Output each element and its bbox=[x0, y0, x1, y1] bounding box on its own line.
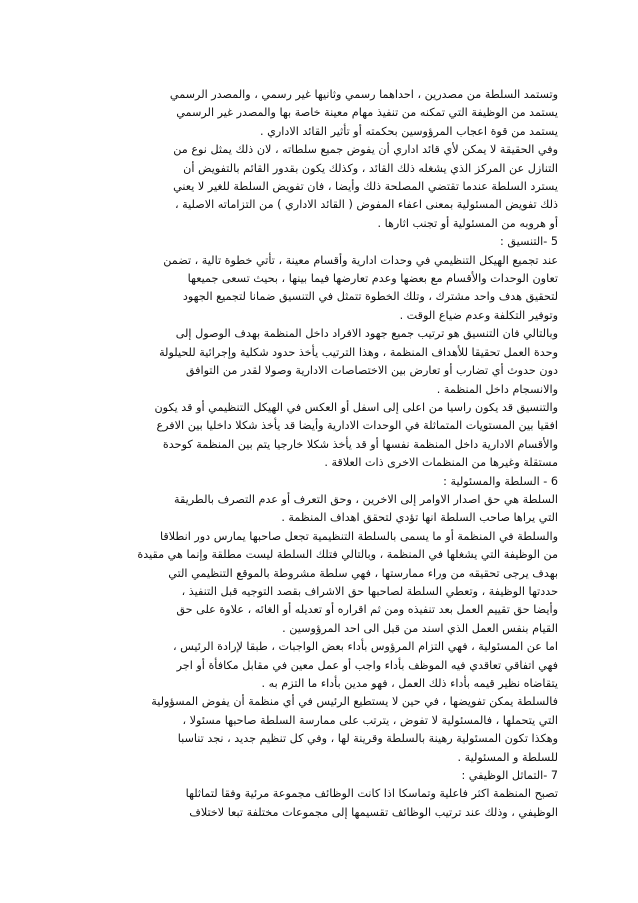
text-line: مستقلة وغيرها من المنظمات الاخرى ذات العلاقة . bbox=[324, 456, 558, 470]
text-line: تصبح المنظمة اكثر فاعلية وتماسكا اذا كانت الوظائف مجموعة مرئية وفقا لتماثلها bbox=[185, 787, 558, 801]
text-line: عند تجميع الهيكل التنظيمي في وحدات ادارية وأقسام معينة ، تأتي خطوة تالية ، تضمن bbox=[163, 253, 558, 267]
text-line: وتستمد السلطة من مصدرين ، احداهما رسمي وثانيها غير رسمي ، والمصدر الرسمي bbox=[169, 88, 558, 101]
text-line: يستمد من قوة اعجاب المرؤوسين بحكمته أو تأثير القائد الاداري . bbox=[260, 124, 558, 138]
text-line: الوظيفي ، وذلك عند ترتيب الوظائف تقسيمها إلى مجموعات مختلفة تبعا لاختلاف bbox=[189, 805, 558, 819]
text-line: وأيضا حق تقييم العمل بعد تنفيذه ومن ثم اقراره أو تعديله أو الغائه ، علاوة على حق bbox=[176, 603, 558, 617]
text-line: وحدة العمل تحقيقا للأهداف المنظمة ، وهذا الترتيب يأخذ حدود شكلية وإجرائية للحيلولة bbox=[159, 345, 558, 359]
text-line: اما عن المسئولية ، فهي التزام المرؤوس بأداء بعض الواجبات ، طبقا لإرادة الرئيس ، bbox=[172, 640, 558, 654]
text-line: بهدف يرجى تحقيقه من وراء ممارستها ، فهي سلطة مشروطة بالموقع التنظيمي التي bbox=[168, 566, 558, 580]
text-line: وهكذا تكون المسئولية رهينة بالسلطة وقرينة لها ، وفي كل تنظيم جديد ، نجد تناسبا bbox=[177, 732, 558, 746]
text-line: فهي اتفاقي تعاقدي فيه الموظف بأداء واجب أو عمل معين في مقابل مكافأة أو اجر bbox=[176, 658, 558, 672]
text-line: يسترد السلطة عندما تقتضي المصلحة ذلك وأيضا ، فان تفويض السلطة للغير لا يعني bbox=[173, 180, 558, 194]
text-line: وتوفير التكلفة وعدم ضياع الوقت . bbox=[399, 308, 558, 322]
text-line: والتنسيق قد يكون راسيا من اعلى إلى اسفل أو العكس في الهيكل التنظيمي أو قد يكون bbox=[154, 400, 558, 414]
text-line: أو هروبه من المسئولية أو تجنب اثارها . bbox=[377, 216, 558, 230]
text-line: وفي الحقيقة لا يمكن لأي قائد اداري أن يفوض جميع سلطاته ، لان ذلك يمثل نوع من bbox=[173, 143, 558, 157]
text-line: التي يراها صاحب السلطة انها تؤدي لتحقق اهداف المنظمة . bbox=[281, 511, 558, 525]
text-line: افقيا بين المستويات المتماثلة في الوحدات الادارية وأيضا قد يأخذ شكلا داخليا بين الافرع bbox=[156, 419, 558, 433]
text-line: يتقاضاه نظير قيمه بأداء ذلك العمل ، فهو مدين بأداء ما التزم به . bbox=[261, 677, 558, 690]
text-line: من الوظيفة التي يشغلها في المنظمة ، وبالتالي فتلك السلطة ليست مطلقة وإنما هي مقيدة bbox=[137, 548, 558, 562]
text-line: فالسلطة يمكن تفويضها ، في حين لا يستطيع الرئيس في أي منظمة أن يفوض المسؤولية bbox=[151, 695, 558, 709]
text-line: السلطة هي حق اصدار الاوامر إلى الاخرين ، وحق التعرف أو عدم التصرف بالطريقة bbox=[173, 492, 558, 506]
text-line: والانسجام داخل المنظمة . bbox=[436, 382, 558, 396]
section-heading-functional-similarity: 7 -التماثل الوظيفي : bbox=[461, 769, 558, 783]
text-line: التنازل عن المركز الذي يشغله ذلك القائد ، وكذلك يكون بقدور القائم بالتفويض أن bbox=[183, 161, 558, 175]
text-line: التي يتحملها ، فالمسئولية لا تفوض ، يترتب على ممارسة السلطة صاحبها مسئولا ، bbox=[182, 713, 558, 727]
text-line: حددتها الوظيفة ، وتعطي السلطة لصاحبها حق الاشراف بقصد التوجيه قبل التنفيذ ، bbox=[181, 584, 558, 598]
text-line: للسلطة و المسئولية . bbox=[457, 750, 558, 764]
section-heading-coordination: 5 -التنسيق : bbox=[500, 235, 558, 249]
text-line: وبالتالي فان التنسيق هو ترتيب جميع جهود الافراد داخل المنظمة بهدف الوصول إلى bbox=[175, 327, 558, 341]
text-line: والسلطة في المنظمة أو ما يسمى بالسلطة التنظيمية تجعل صاحبها يمارس دور انطلاقا bbox=[159, 529, 558, 543]
text-line: يستمد من الوظيفة التي تمكنه من تنفيذ مهام معينة خاصة بها والمصدر غير الرسمي bbox=[176, 106, 558, 120]
section-heading-authority-responsibility: 6 - السلطة والمسئولية : bbox=[443, 474, 558, 488]
text-line: والأقسام الادارية داخل المنظمة نفسها أو قد يأخذ شكلا خارجيا يتم بين المنظمة كوحدة bbox=[162, 437, 558, 451]
text-line: لتحقيق هدف واحد مشترك ، وتلك الخطوة تتمثل في التنسيق ضمانا لتجميع الجهود bbox=[182, 290, 558, 304]
text-line: دون حدوث أي تضارب أو تعارض بين الاختصاصات الادارية وصولا لقدر من التوافق bbox=[185, 364, 558, 378]
text-line: القيام بنفس العمل الذي اسند من قبل الى احد المرؤوسين . bbox=[282, 621, 558, 635]
text-line: تعاون الوحدات والأقسام مع بعضها وعدم تعارضها فيما بينها ، بحيث تسعى جميعها bbox=[187, 272, 558, 286]
text-line: ذلك تفويض المسئولية بمعنى اعفاء المفوض ( القائد الاداري ) من التزاماته الاصلية ، bbox=[175, 198, 558, 212]
